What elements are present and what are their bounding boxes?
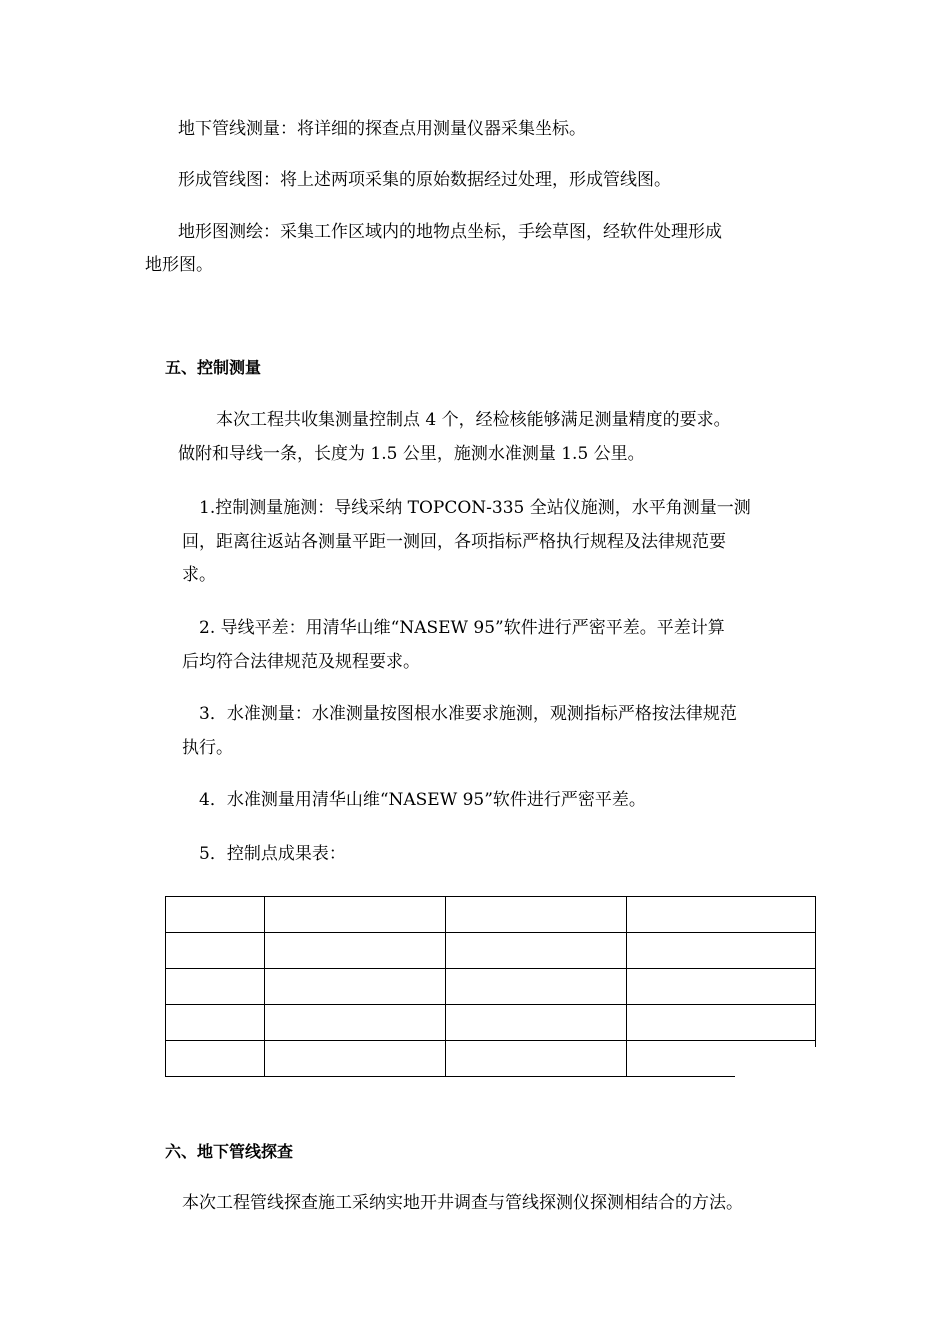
table-cell [627, 897, 816, 933]
control-survey-item-4: 4．水准测量用清华山维“NASEW 95”软件进行严密平差。 [199, 790, 646, 810]
control-survey-intro-cont: 做附和导线一条，长度为 1.5 公里，施测水准测量 1.5 公里。 [178, 444, 645, 464]
control-survey-item-3: 3．水准测量：水准测量按图根水准要求施测，观测指标严格按法律规范 [199, 704, 737, 724]
table-cell [627, 1005, 816, 1041]
table-cell [265, 933, 446, 969]
control-survey-item-1-end: 求。 [182, 565, 216, 585]
section-heading-underground-pipeline-detection: 六、地下管线探查 [165, 1142, 294, 1161]
control-point-results-table [165, 896, 816, 1077]
table-cell [446, 897, 627, 933]
paragraph-topographic-mapping-cont: 地形图。 [145, 255, 213, 275]
table-row [166, 1041, 816, 1077]
control-survey-item-5: 5．控制点成果表： [199, 844, 346, 864]
table-cell [166, 969, 265, 1005]
table-cell [627, 969, 816, 1005]
table-cell [265, 897, 446, 933]
table-row [166, 933, 816, 969]
paragraph-topographic-mapping: 地形图测绘：采集工作区域内的地物点坐标，手绘草图，经软件处理形成 [178, 222, 722, 242]
table-cell [446, 933, 627, 969]
table-row [166, 897, 816, 933]
control-survey-item-2-cont: 后均符合法律规范及规程要求。 [182, 652, 420, 672]
control-survey-intro: 本次工程共收集测量控制点 4 个，经检核能够满足测量精度的要求。 [216, 410, 731, 430]
control-survey-item-1-cont: 回，距离往返站各测量平距一测回，各项指标严格执行规程及法律规范要 [182, 532, 726, 552]
table-cell [627, 933, 816, 969]
section-heading-control-survey: 五、控制测量 [165, 358, 262, 377]
paragraph-underground-pipeline-survey: 地下管线测量：将详细的探查点用测量仪器采集坐标。 [178, 119, 586, 139]
table-cell [265, 1041, 446, 1077]
control-survey-item-3-cont: 执行。 [182, 738, 233, 758]
table-row [166, 969, 816, 1005]
table-row [166, 1005, 816, 1041]
table-cell [166, 1005, 265, 1041]
control-survey-item-2: 2. 导线平差：用清华山维“NASEW 95”软件进行严密平差。平差计算 [199, 618, 725, 638]
control-survey-item-1: 1.控制测量施测：导线采纳 TOPCON-335 全站仪施测，水平角测量一测 [199, 498, 751, 518]
table-cell [265, 1005, 446, 1041]
table-cell [166, 1041, 265, 1077]
table-cell [627, 1041, 816, 1077]
paragraph-form-pipeline-map: 形成管线图：将上述两项采集的原始数据经过处理，形成管线图。 [178, 170, 671, 190]
table-cell [166, 897, 265, 933]
table-cell [166, 933, 265, 969]
table-cell [446, 1005, 627, 1041]
table-cell [446, 1041, 627, 1077]
table-border-gap [735, 1074, 825, 1080]
pipeline-detection-intro: 本次工程管线探查施工采纳实地开井调查与管线探测仪探测相结合的方法。 [182, 1193, 743, 1213]
table-cell [265, 969, 446, 1005]
table-cell [446, 969, 627, 1005]
table-border-gap-right [813, 1047, 825, 1079]
